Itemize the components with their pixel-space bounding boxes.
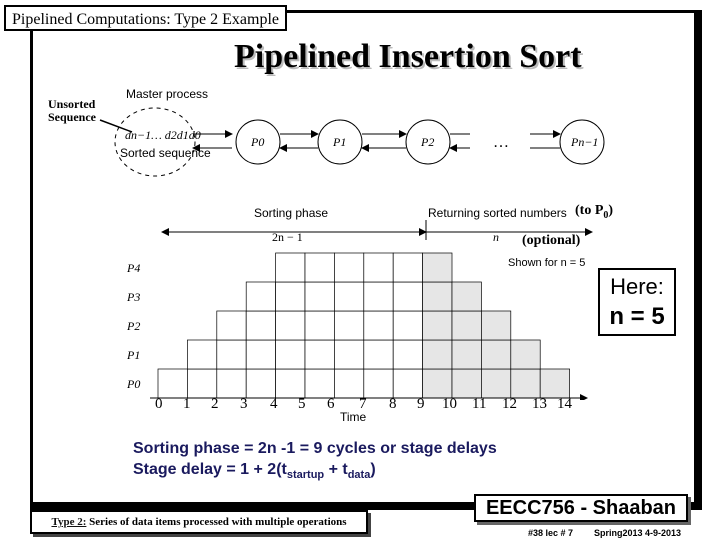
timing-cell: [246, 311, 275, 340]
timing-cell: [276, 253, 305, 282]
timing-cell: [217, 369, 246, 398]
timing-cell: [423, 369, 452, 398]
timing-cell: [305, 253, 334, 282]
timing-cell: [276, 282, 305, 311]
note-sorting-phase: Sorting phase = 2n -1 = 9 cycles or stage delays: [133, 440, 497, 457]
time-tick: 7: [359, 396, 367, 412]
time-tick: 6: [327, 396, 335, 412]
here-label: Here:: [610, 274, 664, 299]
timing-cell: [393, 282, 422, 311]
timing-cell: [393, 340, 422, 369]
time-tick: 12: [502, 396, 517, 412]
sorted-sequence-label: Sorted sequence: [120, 146, 211, 160]
time-axis-arrow: [580, 394, 588, 400]
timing-cell: [246, 369, 275, 398]
time-tick: 8: [389, 396, 397, 412]
y-label-p3: P3: [127, 290, 141, 304]
timing-cell: [364, 253, 393, 282]
timing-cell: [158, 369, 187, 398]
notes: [133, 438, 497, 486]
note-stage-delay: Stage delay = $1 + 2(t_{startup} + t_{data})$: [133, 461, 376, 482]
here-n-value: n = 5: [609, 303, 665, 330]
timing-cell: [364, 311, 393, 340]
timing-cell: [217, 311, 246, 340]
timing-cell: [217, 340, 246, 369]
master-process-label: Master process: [126, 87, 209, 101]
time-tick: 13: [532, 396, 547, 412]
timing-cell: [423, 311, 452, 340]
timing-cell: [393, 311, 422, 340]
y-label-p2: P2: [127, 319, 141, 333]
timing-cell: [364, 369, 393, 398]
optional-label: (optional): [522, 233, 581, 248]
time-tick: 14: [557, 396, 572, 412]
timing-cell: [246, 340, 275, 369]
term-date: Spring2013 4-9-2013: [594, 528, 682, 538]
processor-p0-label: P0: [251, 135, 265, 149]
timing-cell: [334, 282, 363, 311]
timing-cell: [481, 340, 510, 369]
processor-p1-label: P1: [333, 135, 347, 149]
y-label-p0: P0: [127, 377, 141, 391]
time-tick: 10: [442, 396, 457, 412]
type-label: Type 2:: [51, 516, 87, 528]
timing-cell: [364, 340, 393, 369]
time-tick: 4: [270, 396, 278, 412]
timing-cell: [393, 369, 422, 398]
processor-ellipsis: …: [493, 134, 509, 151]
timing-cell: [276, 340, 305, 369]
timing-cell: [305, 311, 334, 340]
slide-number: #38 lec # 7: [528, 528, 574, 538]
timing-cell: [246, 282, 275, 311]
timing-cell: [481, 311, 510, 340]
timing-cell: [452, 340, 481, 369]
time-tick: 11: [472, 396, 487, 412]
returning-label: Returning sorted numbers: [428, 206, 567, 220]
sorting-phase-label: Sorting phase: [254, 206, 329, 220]
timing-cell: [511, 340, 540, 369]
type-text: Series of data items processed with multiple operations: [86, 516, 347, 528]
sequence-label: dn−1… d2d1d0: [125, 128, 201, 142]
time-tick: 2: [211, 396, 219, 412]
timing-cell: [511, 369, 540, 398]
timing-cell: [305, 282, 334, 311]
y-label-p4: P4: [127, 261, 141, 275]
unsorted-sequence-label: Unsorted Sequence: [48, 97, 96, 124]
timing-cell: [334, 369, 363, 398]
to-p0-label: (to $P_0$): [575, 203, 614, 221]
time-tick: 0: [155, 396, 163, 412]
timing-cell: [276, 311, 305, 340]
timing-cell: [305, 369, 334, 398]
timing-cell: [481, 369, 510, 398]
processor-pn1-label: Pn−1: [571, 135, 599, 149]
timing-cell: [423, 340, 452, 369]
shown-for-label: Shown for n = 5: [508, 257, 586, 269]
timing-cell: [364, 282, 393, 311]
time-tick: 9: [417, 396, 425, 412]
timing-cell: [334, 253, 363, 282]
span-n-label: n: [493, 230, 499, 244]
span-2n-label: 2n − 1: [272, 230, 303, 244]
timing-cell: [334, 340, 363, 369]
time-tick: 3: [240, 396, 248, 412]
slide-title: Pipelined Insertion Sort: [234, 38, 582, 75]
time-tick: 5: [298, 396, 306, 412]
type-footer: [30, 510, 368, 534]
timing-cell: [540, 369, 569, 398]
time-tick: 1: [183, 396, 191, 412]
timing-cell: [452, 311, 481, 340]
timing-cell: [334, 311, 363, 340]
course-box: EECC756 - Shaaban: [474, 494, 688, 522]
timing-cell: [276, 369, 305, 398]
timing-cell: [305, 340, 334, 369]
here-box: [598, 268, 676, 336]
processor-p2-label: P2: [421, 135, 435, 149]
timing-cell: [452, 369, 481, 398]
timing-cell: [187, 340, 216, 369]
timing-cell: [423, 253, 452, 282]
y-label-p1: P1: [127, 348, 141, 362]
timing-cell: [187, 369, 216, 398]
timing-cell: [393, 253, 422, 282]
header-title: Pipelined Computations: Type 2 Example: [4, 5, 287, 31]
timing-cell: [452, 282, 481, 311]
time-axis-label: Time: [340, 410, 367, 424]
timing-cell: [423, 282, 452, 311]
